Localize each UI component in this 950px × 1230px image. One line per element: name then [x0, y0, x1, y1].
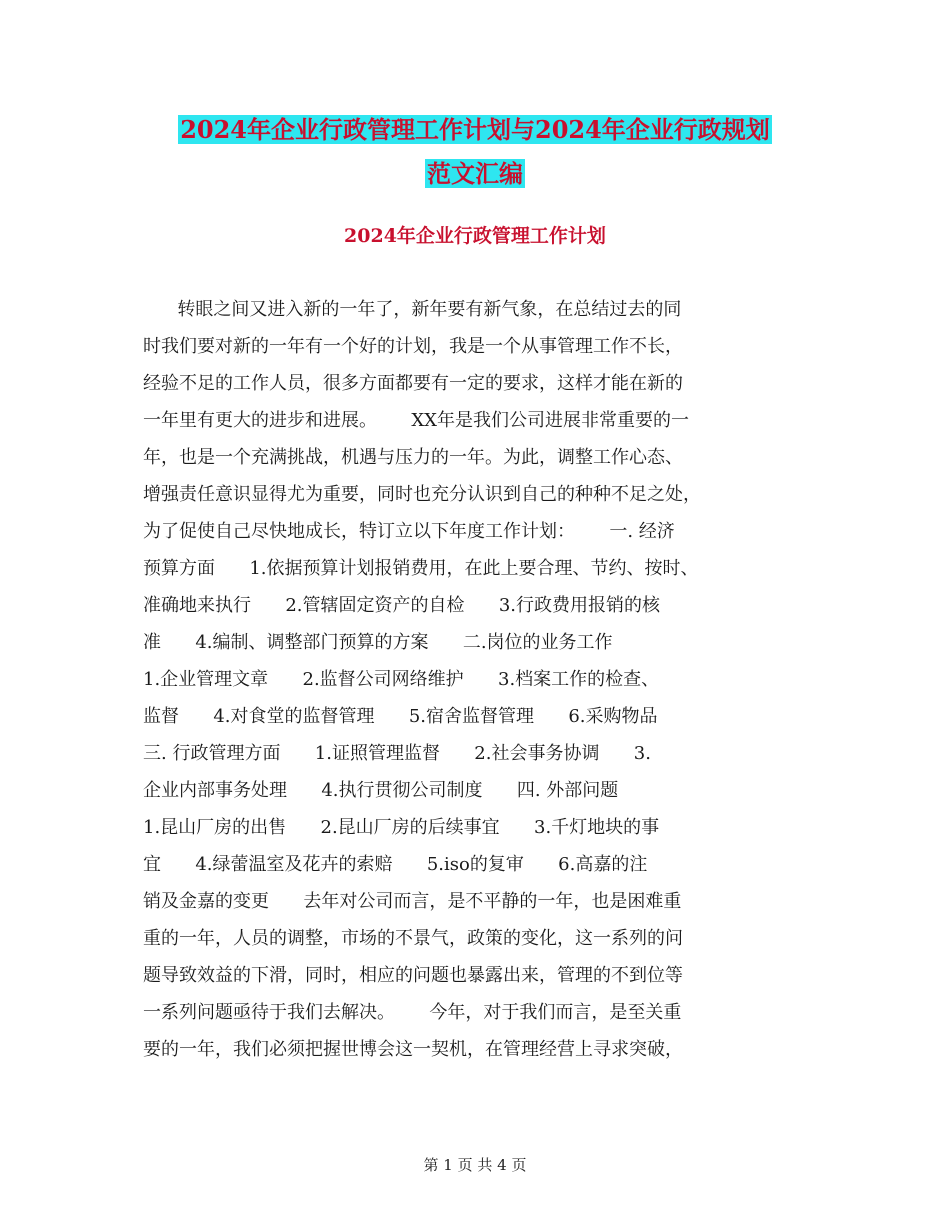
body-line: 1.企业管理文章 2.监督公司网络维护 3.档案工作的检查、 — [143, 669, 660, 690]
section-heading: 2024年企业行政管理工作计划 — [344, 225, 606, 247]
body-line: 时我们要对新的一年有一个好的计划，我是一个从事管理工作不长， — [143, 336, 683, 357]
document-title-line-1 — [0, 114, 950, 146]
body-line: 经验不足的工作人员，很多方面都要有一定的要求，这样才能在新的 — [143, 373, 683, 394]
body-line: 预算方面 1.依据预算计划报销费用，在此上要合理、节约、按时、 — [143, 558, 699, 579]
body-line: 年，也是一个充满挑战，机遇与压力的一年。为此，调整工作心态、 — [143, 447, 683, 468]
body-line: 一年里有更大的进步和进展。 XX年是我们公司进展非常重要的一 — [143, 410, 689, 431]
body-line: 一系列问题亟待于我们去解决。 今年，对于我们而言，是至关重 — [143, 1002, 682, 1023]
document-title-line-2 — [0, 158, 950, 190]
body-line: 为了促使自己尽快地成长，特订立以下年度工作计划： 一. 经济 — [143, 521, 675, 542]
body-line: 企业内部事务处理 4.执行贯彻公司制度 四. 外部问题 — [143, 780, 619, 801]
title-highlight-2: 范文汇编 — [427, 159, 523, 188]
body-line: 转眼之间又进入新的一年了，新年要有新气象，在总结过去的同 — [143, 299, 682, 320]
body-line: 题导致效益的下滑，同时，相应的问题也暴露出来，管理的不到位等 — [143, 965, 683, 986]
body-line: 宜 4.绿蕾温室及花卉的索赔 5.iso的复审 6.高嘉的注 — [143, 854, 648, 875]
body-line: 准 4.编制、调整部门预算的方案 二.岗位的业务工作 — [143, 632, 613, 653]
body-line: 销及金嘉的变更 去年对公司而言，是不平静的一年，也是困难重 — [143, 891, 682, 912]
body-line: 准确地来执行 2.管辖固定资产的自检 3.行政费用报销的核 — [143, 595, 661, 616]
body-line: 要的一年，我们必须把握世博会这一契机，在管理经营上寻求突破， — [143, 1039, 683, 1060]
body-line: 增强责任意识显得尤为重要，同时也充分认识到自己的种种不足之处， — [143, 484, 701, 505]
body-line: 1.昆山厂房的出售 2.昆山厂房的后续事宜 3.千灯地块的事 — [143, 817, 660, 838]
body-line: 监督 4.对食堂的监督管理 5.宿舍监督管理 6.采购物品 — [143, 706, 658, 727]
title-highlight-1: 2024年企业行政管理工作计划与2024年企业行政规划 — [180, 115, 770, 144]
page-footer: 第 1 页 共 4 页 — [423, 1156, 527, 1174]
body-line: 重的一年，人员的调整，市场的不景气，政策的变化，这一系列的问 — [143, 928, 683, 949]
body-text — [143, 291, 813, 1068]
body-line: 三. 行政管理方面 1.证照管理监督 2.社会事务协调 3. — [143, 743, 651, 764]
